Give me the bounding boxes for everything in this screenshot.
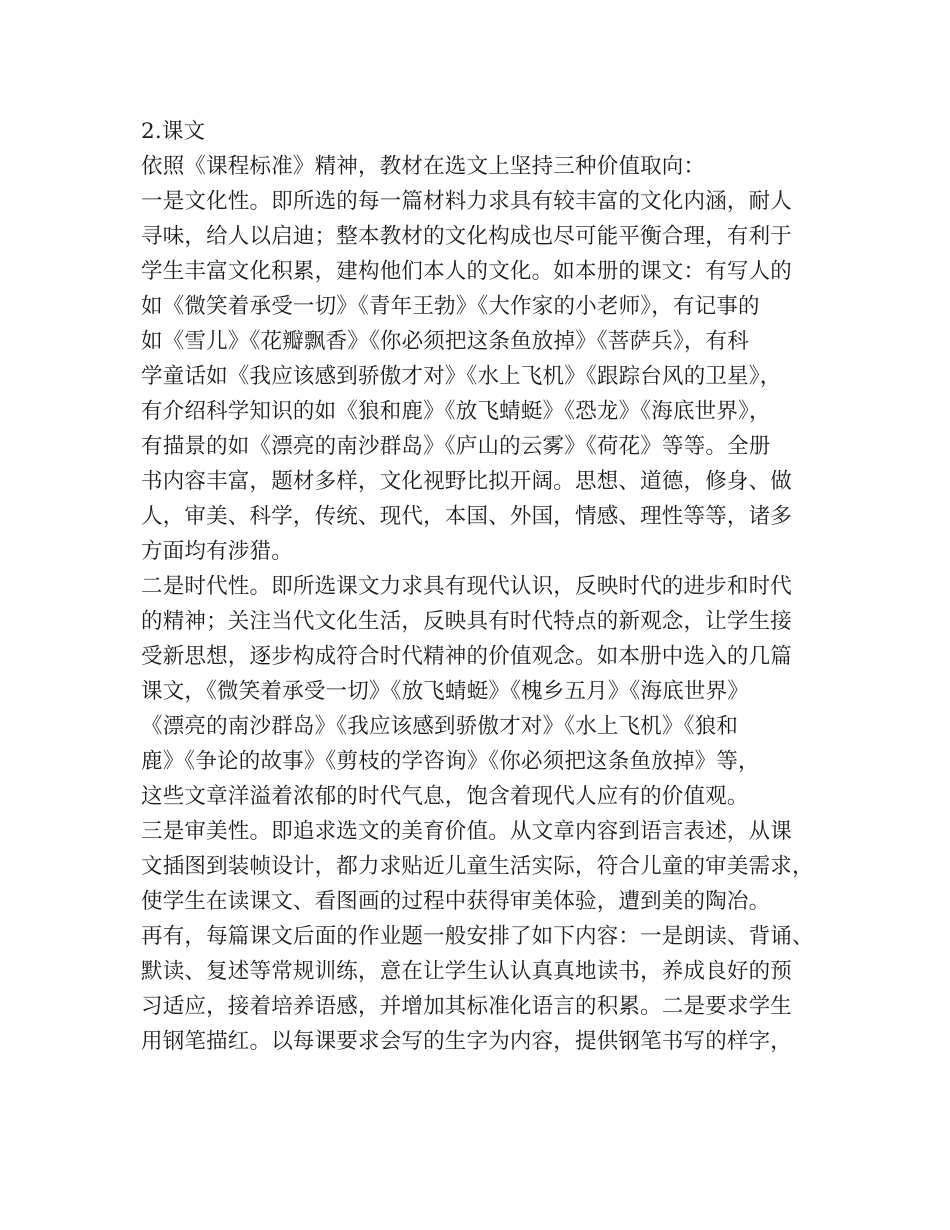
paragraph-line: 鹿》《争论的故事》《剪枝的学咨询》《你必须把这条鱼放掉》等， xyxy=(141,749,760,774)
paragraph-line: 如《雪儿》《花瓣飘香》《你必须把这条鱼放掉》《菩萨兵》，有科 xyxy=(141,329,750,354)
paragraph-line: 习适应，接着培养语感，并增加其标准化语言的积累。二是要求学生 xyxy=(141,994,793,1019)
paragraph-line: 书内容丰富，题材多样，文化视野比拟开阔。思想、道德，修身、做 xyxy=(141,469,793,494)
paragraph-line: 学生丰富文化积累，建构他们本人的文化。如本册的课文：有写人的 xyxy=(141,259,793,284)
paragraph-line: 这些文章洋溢着浓郁的时代气息，饱含着现代人应有的价值观。 xyxy=(141,784,749,809)
paragraph-line: 默读、复述等常规训练，意在让学生认认真真地读书，养成良好的预 xyxy=(141,959,793,984)
paragraph-line: 方面均有涉猎。 xyxy=(141,539,293,564)
paragraph-line: 寻味，给人以启迪；整本教材的文化构成也尽可能平衡合理，有利于 xyxy=(141,224,793,249)
paragraph-line: 有描景的如《漂亮的南沙群岛》《庐山的云雾》《荷花》等等。全册 xyxy=(141,434,771,459)
paragraph-line: 人，审美、科学，传统、现代，本国、外国，情感、理性等等，诸多 xyxy=(141,504,793,529)
paragraph-line: 三是审美性。即追求选文的美育价值。从文章内容到语言表述，从课 xyxy=(141,819,793,844)
section-heading: 2.课文 xyxy=(141,119,206,144)
paragraph-line: 文插图到装帧设计，都力求贴近儿童生活实际，符合儿童的审美需求， xyxy=(141,854,814,879)
paragraph-line: 的精神；关注当代文化生活，反映具有时代特点的新观念，让学生接 xyxy=(141,609,793,634)
paragraph-line: 学童话如《我应该感到骄傲才对》《水上飞机》《跟踪台风的卫星》， xyxy=(141,364,782,389)
paragraph-line: 使学生在读课文、看图画的过程中获得审美体验，遭到美的陶冶。 xyxy=(141,889,771,914)
document-body xyxy=(141,114,821,1059)
paragraph-line: 《漂亮的南沙群岛》《我应该感到骄傲才对》《水上飞机》《狼和 xyxy=(141,714,739,739)
paragraph-line: 再有，每篇课文后面的作业题一般安排了如下内容：一是朗读、背诵、 xyxy=(141,924,814,949)
paragraph-line: 如《微笑着承受一切》《青年王勃》《大作家的小老师》，有记事的 xyxy=(141,294,760,319)
paragraph-line: 一是文化性。即所选的每一篇材料力求具有较丰富的文化内涵，耐人 xyxy=(141,189,793,214)
paragraph-line: 课文，《微笑着承受一切》《放飞蜻蜓》《槐乡五月》《海底世界》 xyxy=(141,679,750,704)
paragraph-line: 二是时代性。即所选课文力求具有现代认识，反映时代的进步和时代 xyxy=(141,574,793,599)
paragraph-line: 用钢笔描红。以每课要求会写的生字为内容，提供钢笔书写的样字， xyxy=(141,1029,793,1054)
paragraph-line: 有介绍科学知识的如《狼和鹿》《放飞蜻蜓》《恐龙》《海底世界》， xyxy=(141,399,771,424)
intro-paragraph-line: 依照《课程标准》精神，教材在选文上坚持三种价值取向： xyxy=(141,154,706,179)
paragraph-line: 受新思想，逐步构成符合时代精神的价值观念。如本册中选入的几篇 xyxy=(141,644,793,669)
